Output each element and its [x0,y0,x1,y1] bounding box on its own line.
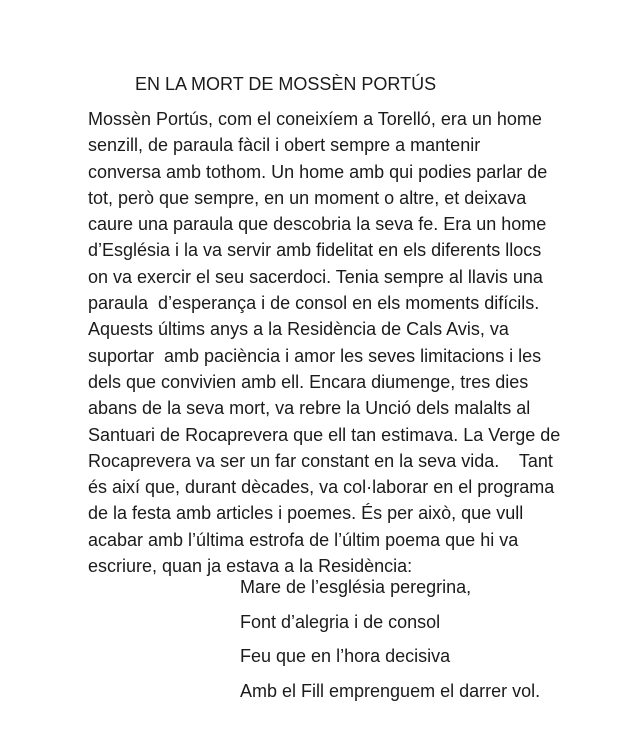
text-line: Amb el Fill emprenguem el darrer vol. [240,680,541,701]
text-line: caure una paraula que descobria la seva fe. Era un home [88,214,547,235]
text-line: paraula d’esperança i de consol en els moments difícils. [88,293,540,314]
text-line: conversa amb tothom. Un home amb qui podies parlar de [88,161,548,182]
text-line: d’Església i la va servir amb fidelitat en els diferents llocs [88,240,542,261]
text-line: Feu que en l’hora decisiva [240,646,451,666]
text-line: dels que convivien amb ell. Encara diumenge, tres dies [88,371,529,392]
text-line: on va exercir el seu sacerdoci. Tenia sempre al llavis una [88,266,543,287]
text-line: Aquests últims anys a la Residència de Cals Avis, va [88,319,509,340]
poem-block [240,570,540,708]
text-line: Font d’alegria i de consol [240,611,441,632]
text-line: de la festa amb articles i poemes. És per això, que vull [88,503,524,524]
text-line: escriure, quan ja estava a la Residència: [88,556,413,577]
body-paragraph [88,106,560,579]
text-line: abans de la seva mort, va rebre la Unció dels malalts al [88,398,531,419]
document-title: EN LA MORT DE MOSSÈN PORTÚS [135,74,437,94]
text-line: acabar amb l’última estrofa de l’últim poema que hi va [88,529,519,550]
text-line: senzill, de paraula fàcil i obert sempre a mantenir [88,135,481,156]
text-line: tot, però que sempre, en un moment o altre, et deixava [88,187,527,208]
text-line: Rocaprevera va ser un far constant en la seva vida. Tant [88,450,553,471]
text-line: és així que, durant dècades, va col·laborar en el programa [88,477,555,498]
text-line: Mare de l’església peregrina, [240,577,472,597]
text-line: Santuari de Rocaprevera que ell tan estimava. La Verge de [88,424,561,445]
text-line: Mossèn Portús, com el coneixíem a Torelló, era un home [88,109,542,129]
text-line: suportar amb paciència i amor les seves limitacions i les [88,345,542,366]
